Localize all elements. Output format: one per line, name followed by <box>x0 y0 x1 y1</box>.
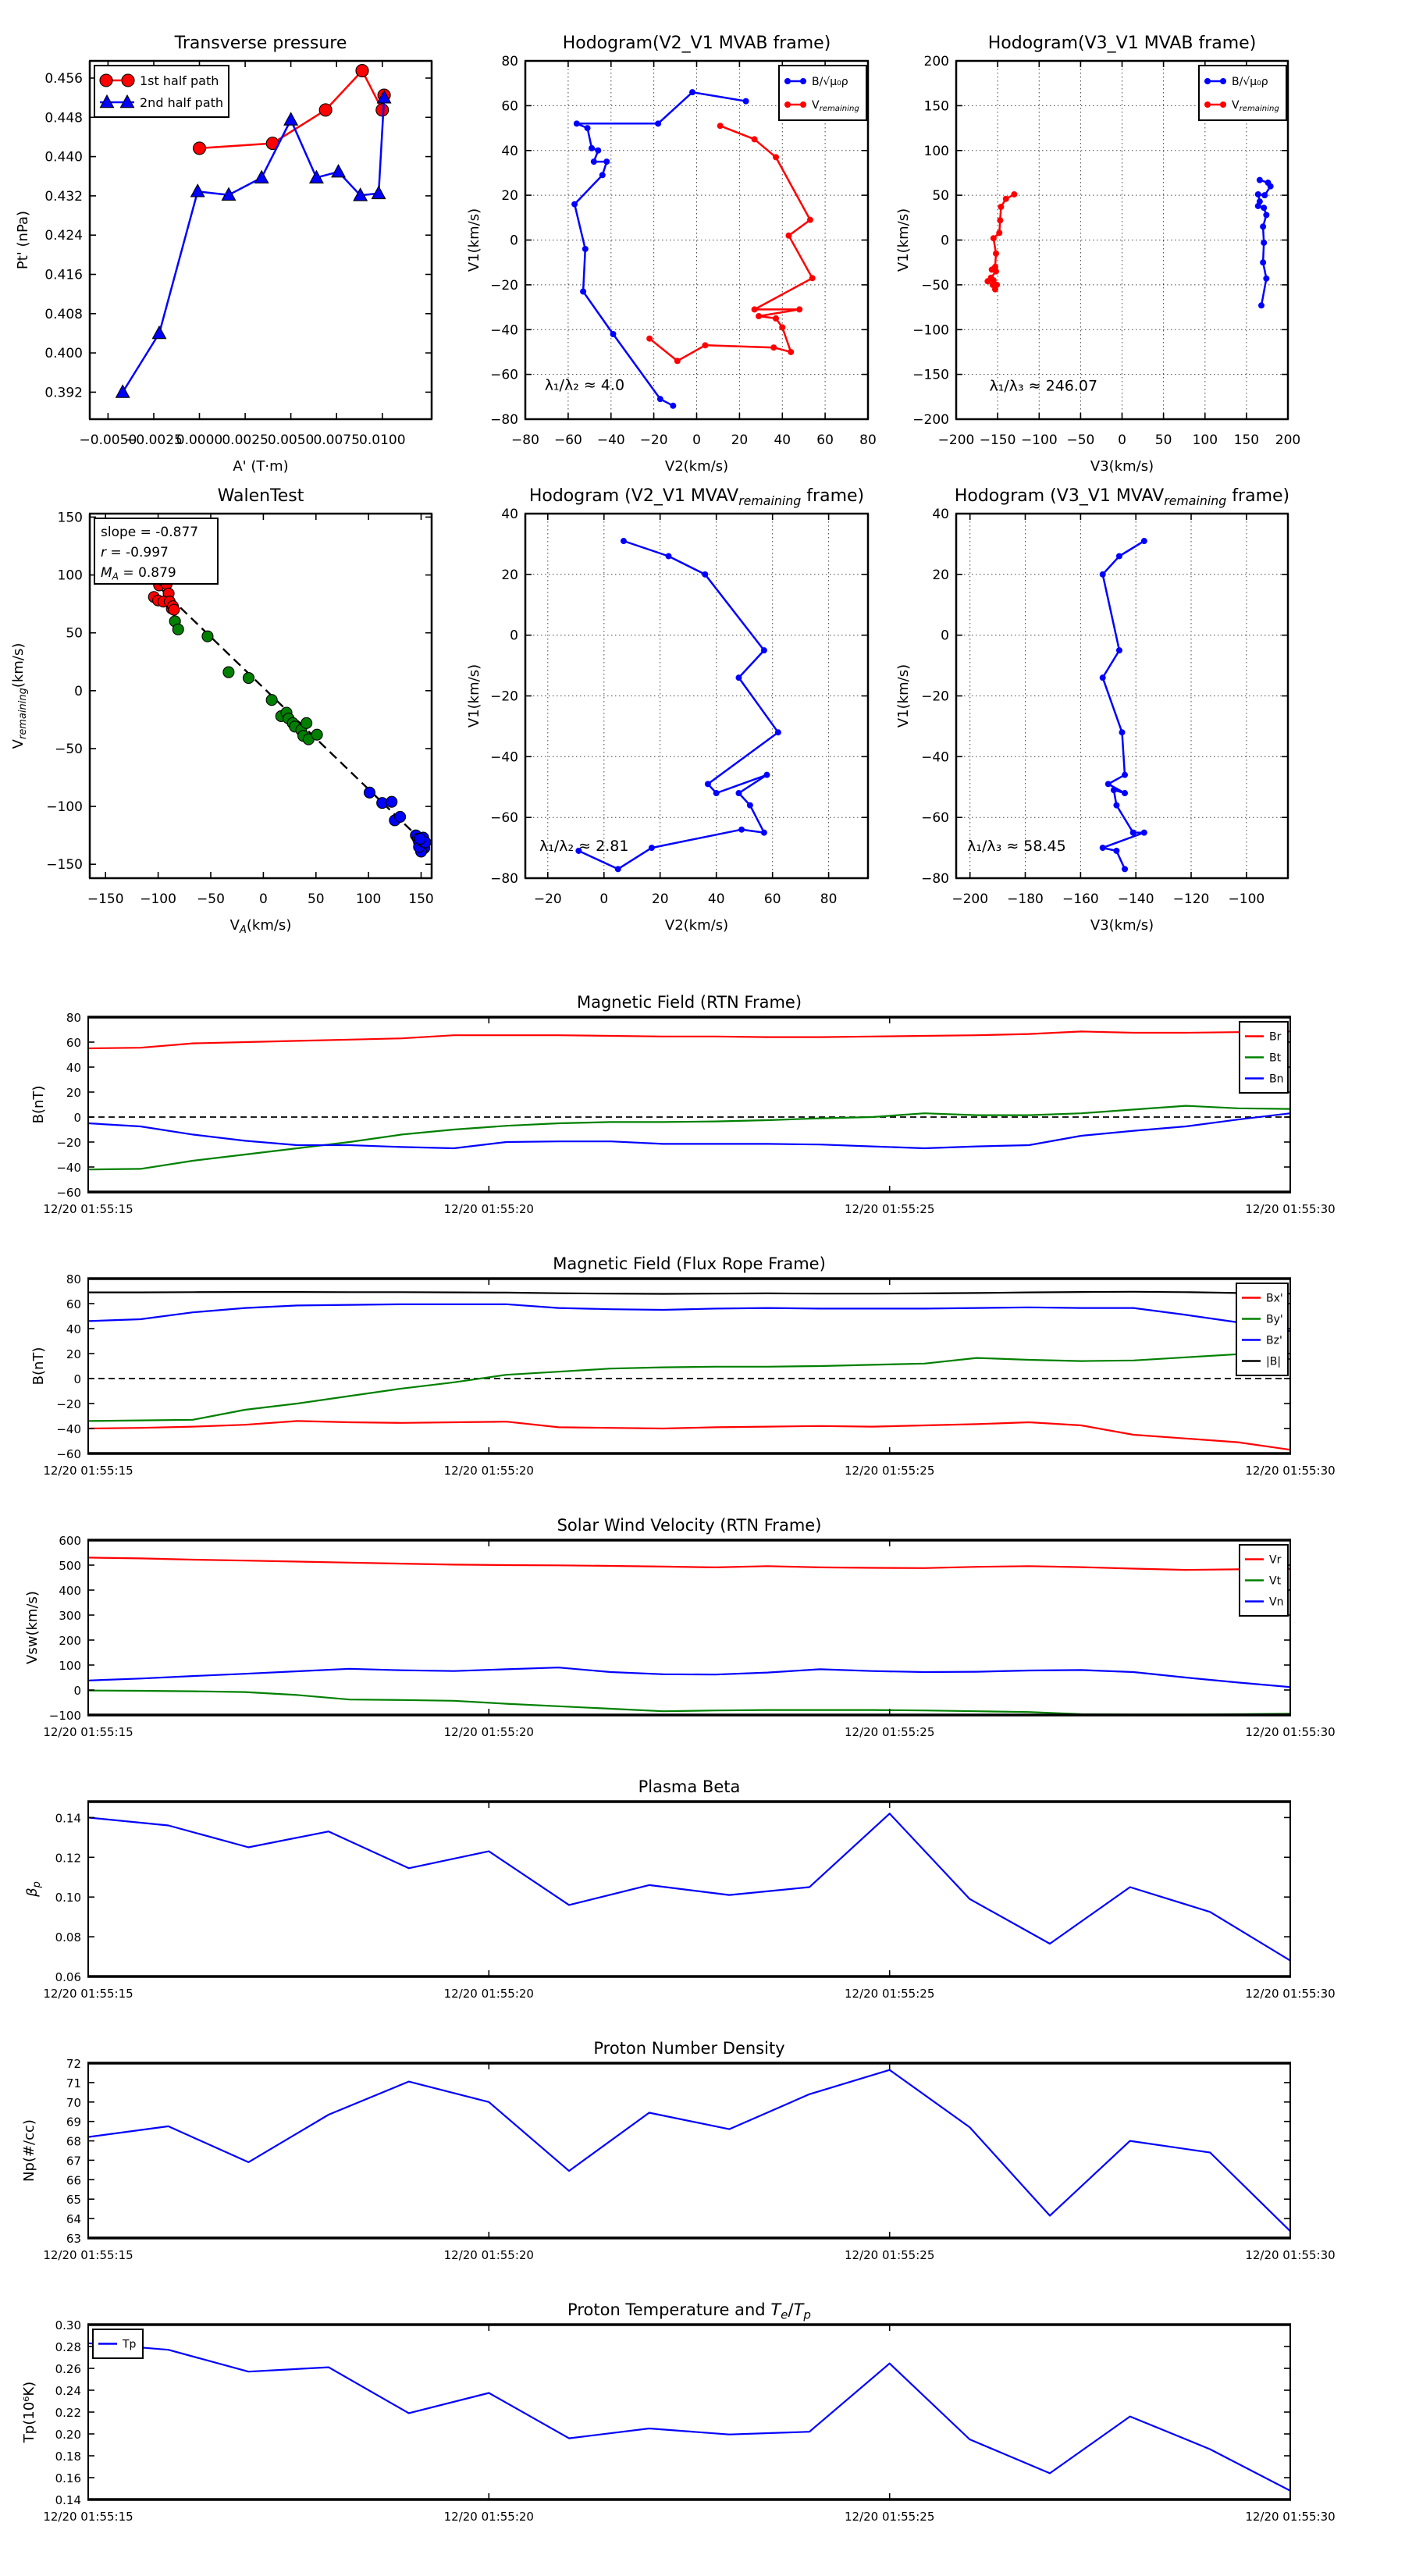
transverse-pressure-legend-label-1: 2nd half path <box>140 94 224 110</box>
hodogram-v3v1-mvav-title: Hodogram (V3_V1 $MVAV_{remaining}$ frame) <box>954 486 1290 508</box>
walen-test-xtick-label: 50 <box>307 891 325 907</box>
solar-wind-velocity-rtn-ytick-label: 500 <box>59 1559 81 1573</box>
magnetic-field-rtn-ytick-label: 60 <box>66 1036 81 1050</box>
proton-temperature-ytick-label: 0.26 <box>55 2362 81 2376</box>
magnetic-field-rtn-ylabel: B(nT) <box>30 1085 47 1124</box>
hodogram-v2v1-mvav-xtick-label: 40 <box>707 891 725 907</box>
solar-wind-velocity-rtn-legend-label-0: Vr <box>1269 1553 1282 1567</box>
proton-number-density-xtick-label: 12/20 01:55:15 <box>43 2248 133 2262</box>
hodogram-v2v1-mvab-xtick-label: −60 <box>553 432 582 448</box>
walen-test-xtick-label: 150 <box>408 891 434 907</box>
proton-temperature-ylabel: Tp(10⁶K) <box>21 2381 37 2443</box>
hodogram-v2v1-mvab-ytick-label: 80 <box>501 54 518 69</box>
proton-number-density-xtick-label: 12/20 01:55:20 <box>443 2248 534 2262</box>
proton-temperature-ytick-label: 0.16 <box>55 2471 81 2485</box>
proton-temperature-ytick-label: 0.22 <box>55 2406 81 2420</box>
hodogram-v2v1-mvab-annotation: λ₁/λ₂ ≈ 4.0 <box>544 376 625 394</box>
magnetic-field-rtn-spines <box>87 1017 1291 1192</box>
chart-magnetic-field-rtn <box>30 993 1336 1216</box>
proton-temperature-xtick-label: 12/20 01:55:20 <box>443 2510 534 2524</box>
hodogram-v2v1-mvab-xtick-label: −80 <box>511 432 539 448</box>
hodogram-v2v1-mvav-ytick-label: −40 <box>490 749 518 766</box>
hodogram-v2v1-mvab-xtick-label: 20 <box>731 432 749 448</box>
plasma-beta-ylabel: $\beta_p$ <box>24 1881 43 1897</box>
transverse-pressure-title: Transverse pressure <box>174 34 347 53</box>
walen-test-xtick-label: 0 <box>258 891 268 907</box>
plasma-beta-spines <box>87 1802 1291 1976</box>
proton-number-density-ytick-label: 64 <box>66 2212 81 2227</box>
hodogram-v3v1-mvab-xtick-label: 50 <box>1154 432 1172 448</box>
hodogram-v3v1-mvab-xtick-label: 150 <box>1233 432 1260 448</box>
walen-test-xtick-label: −50 <box>197 891 225 907</box>
plasma-beta-ytick-label: 0.08 <box>55 1930 81 1945</box>
hodogram-v3v1-mvav-spines <box>955 514 1289 878</box>
proton-temperature-title: Proton Temperature and $T_e/T_p$ <box>567 2300 811 2322</box>
proton-temperature-legend <box>93 2329 143 2358</box>
transverse-pressure-xtick-label: −0.0025 <box>125 432 183 448</box>
magnetic-field-rtn-xtick-label: 12/20 01:55:30 <box>1245 1202 1336 1216</box>
magnetic-field-flux-rope-ytick-label: −20 <box>56 1397 81 1411</box>
proton-temperature-legend-label-0: Tp <box>123 2338 137 2351</box>
magnetic-field-flux-rope-ytick-label: −60 <box>56 1447 81 1461</box>
transverse-pressure-ylabel: Pt' (nPa) <box>15 210 31 270</box>
hodogram-v2v1-mvab-series-B-over-sqrt-mu0-rho <box>574 92 746 406</box>
transverse-pressure-xtick-label: 0.0100 <box>359 432 406 448</box>
hodogram-v2v1-mvab-legend <box>779 66 866 120</box>
transverse-pressure-ytick-label: 0.456 <box>44 71 83 87</box>
walen-test-ytick-label: −100 <box>46 799 83 816</box>
magnetic-field-flux-rope-series-Bz-prime <box>88 1304 1290 1331</box>
hodogram-v3v1-mvab-ytick-label: −50 <box>921 277 949 294</box>
hodogram-v3v1-mvab-ytick-label: 100 <box>923 143 949 159</box>
magnetic-field-rtn-series-Br <box>88 1031 1290 1048</box>
transverse-pressure-ytick-label: 0.416 <box>44 267 83 283</box>
transverse-pressure-points-2nd-half-path <box>116 91 391 397</box>
magnetic-field-flux-rope-ytick-label: 60 <box>66 1297 81 1311</box>
hodogram-v3v1-mvab-ytick-label: 200 <box>923 54 949 69</box>
magnetic-field-flux-rope-legend <box>1236 1283 1288 1375</box>
magnetic-field-rtn-legend-label-2: Bn <box>1269 1073 1284 1086</box>
walen-test-stat-line-2: $M_A = 0.879$ <box>101 565 176 582</box>
magnetic-field-flux-rope-series-By-prime <box>88 1354 1290 1421</box>
transverse-pressure-series-2nd-half-path <box>123 98 384 392</box>
hodogram-v2v1-mvav-xlabel: V2(km/s) <box>664 917 729 934</box>
hodogram-v3v1-mvav-ytick-label: −60 <box>921 810 949 827</box>
proton-number-density-title: Proton Number Density <box>593 2039 785 2058</box>
walen-test-xtick-label: −150 <box>87 891 124 907</box>
chart-hodogram-v2v1-mvab <box>466 34 877 475</box>
magnetic-field-flux-rope-title: Magnetic Field (Flux Rope Frame) <box>553 1254 826 1273</box>
proton-number-density-ytick-label: 70 <box>66 2095 81 2110</box>
hodogram-v2v1-mvab-xtick-label: 80 <box>859 432 877 448</box>
magnetic-field-flux-rope-legend-label-0: Bx' <box>1266 1292 1283 1305</box>
hodogram-v2v1-mvab-ytick-label: −20 <box>490 277 518 294</box>
hodogram-v2v1-mvab-xtick-label: 40 <box>774 432 791 448</box>
hodogram-v3v1-mvav-ytick-label: 40 <box>932 507 949 522</box>
walen-test-ytick-label: −150 <box>46 857 83 873</box>
solar-wind-velocity-rtn-ytick-label: 400 <box>59 1584 81 1598</box>
hodogram-v3v1-mvav-points-V-remaining-path <box>1100 538 1147 872</box>
hodogram-v3v1-mvab-ytick-label: 0 <box>941 233 949 249</box>
magnetic-field-rtn-title: Magnetic Field (RTN Frame) <box>576 993 802 1012</box>
solar-wind-velocity-rtn-title: Solar Wind Velocity (RTN Frame) <box>557 1516 822 1535</box>
hodogram-v3v1-mvab-annotation: λ₁/λ₃ ≈ 246.07 <box>989 377 1098 395</box>
transverse-pressure-legend-label-0: 1st half path <box>140 73 219 88</box>
solar-wind-velocity-rtn-legend-label-2: Vn <box>1269 1596 1284 1609</box>
hodogram-v3v1-mvab-xlabel: V3(km/s) <box>1090 458 1154 475</box>
proton-temperature-ytick-label: 0.24 <box>55 2384 81 2398</box>
hodogram-v2v1-mvab-series-V-remaining <box>649 126 813 361</box>
proton-temperature-series-Tp <box>88 2343 1290 2491</box>
walen-test-xtick-label: −100 <box>140 891 176 907</box>
proton-number-density-xtick-label: 12/20 01:55:30 <box>1245 2248 1336 2262</box>
proton-number-density-ytick-label: 66 <box>66 2173 81 2188</box>
chart-hodogram-v2v1-mvav <box>466 486 869 934</box>
transverse-pressure-xtick-label: 0.0000 <box>176 432 223 448</box>
hodogram-v3v1-mvab-legend <box>1199 66 1286 120</box>
solar-wind-velocity-rtn-ytick-label: 600 <box>59 1534 81 1548</box>
hodogram-v2v1-mvav-points-V-remaining-path <box>575 538 781 872</box>
walen-test-ylabel: $V_{remaining}(km/s)$ <box>10 642 29 749</box>
hodogram-v3v1-mvav-xtick-label: −120 <box>1172 891 1210 907</box>
proton-temperature-ytick-label: 0.18 <box>55 2450 81 2464</box>
hodogram-v2v1-mvab-title: Hodogram(V2_V1 MVAB frame) <box>562 34 831 53</box>
magnetic-field-rtn-series-Bt <box>88 1106 1290 1170</box>
walen-test-stat-line-0: slope = -0.877 <box>101 525 199 540</box>
hodogram-v2v1-mvav-xtick-label: 80 <box>820 891 838 907</box>
proton-number-density-ytick-label: 68 <box>66 2134 81 2149</box>
magnetic-field-flux-rope-ytick-label: −40 <box>56 1422 81 1436</box>
transverse-pressure-xtick-label: 0.0050 <box>267 432 315 448</box>
hodogram-v3v1-mvav-xlabel: V3(km/s) <box>1090 917 1154 934</box>
magnetic-field-rtn-ytick-label: 0 <box>73 1111 81 1125</box>
solar-wind-velocity-rtn-legend <box>1240 1545 1288 1616</box>
solar-wind-velocity-rtn-xtick-label: 12/20 01:55:20 <box>443 1725 534 1739</box>
hodogram-v3v1-mvav-annotation: λ₁/λ₃ ≈ 58.45 <box>967 837 1066 855</box>
chart-transverse-pressure <box>15 34 432 475</box>
solar-wind-velocity-rtn-ytick-label: 0 <box>73 1684 81 1698</box>
magnetic-field-rtn-ytick-label: 20 <box>66 1086 81 1100</box>
plasma-beta-series-beta-p <box>88 1813 1290 1960</box>
hodogram-v2v1-mvab-xtick-label: 60 <box>816 432 834 448</box>
hodogram-v2v1-mvav-ytick-label: −20 <box>490 688 518 705</box>
magnetic-field-flux-rope-xtick-label: 12/20 01:55:15 <box>43 1464 133 1478</box>
solar-wind-velocity-rtn-ytick-label: 100 <box>59 1659 81 1673</box>
hodogram-v3v1-mvav-grid <box>956 514 1288 878</box>
hodogram-v2v1-mvav-xtick-label: 20 <box>651 891 669 907</box>
magnetic-field-rtn-ytick-label: −20 <box>56 1136 81 1150</box>
transverse-pressure-xtick-label: 0.0075 <box>313 432 360 448</box>
proton-number-density-ytick-label: 63 <box>66 2232 81 2246</box>
hodogram-v2v1-mvav-annotation: λ₁/λ₂ ≈ 2.81 <box>539 837 629 855</box>
hodogram-v2v1-mvab-xlabel: V2(km/s) <box>664 458 729 475</box>
magnetic-field-flux-rope-xtick-label: 12/20 01:55:30 <box>1245 1464 1336 1478</box>
chart-hodogram-v3v1-mvav <box>895 486 1289 934</box>
plasma-beta-title: Plasma Beta <box>638 1777 741 1796</box>
hodogram-v3v1-mvab-ytick-label: −150 <box>912 367 949 383</box>
hodogram-v3v1-mvab-ytick-label: 50 <box>932 188 949 205</box>
hodogram-v2v1-mvab-points-V-remaining <box>646 123 816 364</box>
magnetic-field-flux-rope-legend-label-3: |B| <box>1266 1355 1282 1368</box>
hodogram-v3v1-mvab-xtick-label: 0 <box>1118 432 1126 448</box>
walen-test-points-second-half <box>364 787 430 857</box>
hodogram-v2v1-mvab-ytick-label: 0 <box>510 233 518 249</box>
solar-wind-velocity-rtn-series-Vn <box>88 1667 1290 1687</box>
hodogram-v2v1-mvav-ylabel: V1(km/s) <box>466 664 482 728</box>
hodogram-v2v1-mvav-ytick-label: −60 <box>490 810 518 827</box>
plasma-beta-xtick-label: 12/20 01:55:15 <box>43 1987 133 2001</box>
solar-wind-velocity-rtn-ytick-label: 300 <box>59 1609 81 1623</box>
hodogram-v2v1-mvav-ytick-label: −80 <box>490 871 518 887</box>
solar-wind-velocity-rtn-xtick-label: 12/20 01:55:15 <box>43 1725 133 1739</box>
solar-wind-velocity-rtn-ylabel: Vsw(km/s) <box>24 1591 41 1664</box>
hodogram-v2v1-mvav-ytick-label: 0 <box>510 628 518 644</box>
hodogram-v2v1-mvav-series-V-remaining-path <box>578 541 778 869</box>
magnetic-field-rtn-xtick-label: 12/20 01:55:15 <box>43 1202 133 1216</box>
proton-number-density-ytick-label: 65 <box>66 2193 81 2208</box>
magnetic-field-flux-rope-ylabel: B(nT) <box>30 1347 47 1386</box>
magnetic-field-flux-rope-ytick-label: 0 <box>73 1372 81 1386</box>
hodogram-v3v1-mvav-xtick-label: −140 <box>1117 891 1154 907</box>
magnetic-field-flux-rope-ytick-label: 80 <box>66 1272 81 1286</box>
hodogram-v3v1-mvab-ytick-label: −100 <box>912 322 949 339</box>
hodogram-v3v1-mvab-xtick-label: 100 <box>1192 432 1218 448</box>
solar-wind-velocity-rtn-legend-label-1: Vt <box>1269 1574 1282 1588</box>
solar-wind-velocity-rtn-series-Vt <box>88 1691 1290 1715</box>
transverse-pressure-xtick-label: −0.0050 <box>79 432 137 448</box>
chart-hodogram-v3v1-mvab <box>895 34 1300 475</box>
chart-plasma-beta <box>24 1777 1336 2001</box>
magnetic-field-rtn-ytick-label: 80 <box>66 1011 81 1025</box>
walen-test-ytick-label: 150 <box>57 510 83 526</box>
hodogram-v3v1-mvav-ytick-label: 20 <box>932 567 949 583</box>
hodogram-v3v1-mvab-points-V-remaining <box>984 191 1017 293</box>
magnetic-field-rtn-ytick-label: −60 <box>56 1186 81 1200</box>
walen-test-ytick-label: 0 <box>74 683 83 699</box>
proton-temperature-xtick-label: 12/20 01:55:25 <box>845 2510 935 2524</box>
walen-test-ytick-label: −50 <box>55 742 83 757</box>
hodogram-v3v1-mvab-xtick-label: 200 <box>1275 432 1301 448</box>
walen-test-xlabel: $V_A(km/s)$ <box>229 917 292 936</box>
hodogram-v2v1-mvav-grid <box>525 514 868 878</box>
proton-number-density-ytick-label: 72 <box>66 2057 81 2071</box>
proton-temperature-ytick-label: 0.28 <box>55 2340 81 2354</box>
magnetic-field-flux-rope-ytick-label: 40 <box>66 1322 81 1336</box>
transverse-pressure-ticks <box>44 61 432 448</box>
plasma-beta-ytick-label: 0.14 <box>55 1811 81 1826</box>
walen-test-points-middle <box>169 616 322 745</box>
solar-wind-velocity-rtn-series-Vr <box>88 1557 1290 1570</box>
hodogram-v2v1-mvab-ytick-label: 40 <box>501 143 518 159</box>
hodogram-v3v1-mvav-xtick-label: −160 <box>1062 891 1099 907</box>
plasma-beta-ytick-label: 0.12 <box>55 1851 81 1866</box>
magnetic-field-flux-rope-legend-label-1: By' <box>1266 1313 1283 1326</box>
proton-number-density-ytick-label: 69 <box>66 2115 81 2129</box>
hodogram-v3v1-mvav-ylabel: V1(km/s) <box>895 664 912 728</box>
hodogram-v3v1-mvav-ytick-label: −40 <box>921 749 949 766</box>
proton-number-density-xtick-label: 12/20 01:55:25 <box>845 2248 935 2262</box>
magnetic-field-flux-rope-legend-label-2: Bz' <box>1266 1334 1282 1347</box>
walen-test-title: WalenTest <box>217 486 304 506</box>
plasma-beta-ticks <box>43 1802 1335 2001</box>
hodogram-v2v1-mvab-legend-label-0: B/√μ₀ρ <box>812 76 848 89</box>
hodogram-v3v1-mvab-xtick-label: −50 <box>1066 432 1095 448</box>
solar-wind-velocity-rtn-xtick-label: 12/20 01:55:25 <box>845 1725 935 1739</box>
walen-test-stat-line-1: r = -0.997 <box>101 545 169 560</box>
solar-wind-velocity-rtn-xtick-label: 12/20 01:55:30 <box>1245 1725 1336 1739</box>
hodogram-v2v1-mvab-ytick-label: −40 <box>490 322 518 339</box>
magnetic-field-rtn-series-Bn <box>88 1113 1290 1148</box>
magnetic-field-flux-rope-xtick-label: 12/20 01:55:25 <box>845 1464 935 1478</box>
hodogram-v3v1-mvab-ytick-label: −200 <box>912 412 949 428</box>
magnetic-field-flux-rope-ticks <box>43 1272 1335 1478</box>
hodogram-v2v1-mvab-ytick-label: 60 <box>501 98 518 115</box>
transverse-pressure-legend <box>94 66 229 117</box>
hodogram-v2v1-mvab-xtick-label: −40 <box>596 432 625 448</box>
magnetic-field-rtn-ytick-label: −40 <box>56 1161 81 1175</box>
hodogram-v2v1-mvab-xtick-label: 0 <box>692 432 701 448</box>
hodogram-v2v1-mvab-legend-label-1: $V_{remaining}$ <box>812 99 859 114</box>
hodogram-v2v1-mvav-ytick-label: 20 <box>501 567 518 583</box>
proton-number-density-ticks <box>43 2057 1335 2262</box>
transverse-pressure-ytick-label: 0.408 <box>44 306 83 322</box>
hodogram-v3v1-mvab-ytick-label: 150 <box>923 98 949 115</box>
walen-test-ytick-label: 100 <box>57 568 83 584</box>
hodogram-v2v1-mvab-ylabel: V1(km/s) <box>466 208 482 272</box>
magnetic-field-flux-rope-series-B-magnitude <box>88 1292 1290 1294</box>
hodogram-v2v1-mvav-xtick-label: 0 <box>599 891 609 907</box>
solar-wind-velocity-rtn-ytick-label: −100 <box>48 1709 81 1723</box>
transverse-pressure-ytick-label: 0.400 <box>44 346 83 362</box>
proton-temperature-ytick-label: 0.30 <box>55 2318 81 2332</box>
proton-number-density-ytick-label: 67 <box>66 2154 81 2169</box>
hodogram-v3v1-mvab-xtick-label: −150 <box>979 432 1016 448</box>
magnetic-field-rtn-ytick-label: 40 <box>66 1061 81 1075</box>
proton-number-density-ylabel: Np(#/cc) <box>21 2119 37 2182</box>
magnetic-field-rtn-legend-label-1: Bt <box>1269 1051 1282 1065</box>
walen-test-xtick-label: 100 <box>355 891 382 907</box>
magnetic-field-flux-rope-xtick-label: 12/20 01:55:20 <box>443 1464 534 1478</box>
transverse-pressure-xlabel: A' (T·m) <box>233 458 289 475</box>
hodogram-v2v1-mvab-points-B-over-sqrt-mu0-rho <box>571 89 749 409</box>
walen-test-ytick-label: 50 <box>66 625 83 642</box>
hodogram-v2v1-mvab-ytick-label: −80 <box>490 412 518 428</box>
hodogram-v3v1-mvab-xtick-label: −100 <box>1020 432 1058 448</box>
transverse-pressure-ytick-label: 0.440 <box>44 149 83 165</box>
hodogram-v2v1-mvav-title: Hodogram (V2_V1 $MVAV_{remaining}$ frame) <box>528 486 865 508</box>
proton-number-density-series-Np <box>88 2070 1290 2232</box>
magnetic-field-rtn-xtick-label: 12/20 01:55:20 <box>443 1202 534 1216</box>
chart-walen-test <box>10 486 434 936</box>
hodogram-v2v1-mvav-xtick-label: 60 <box>763 891 781 907</box>
hodogram-v3v1-mvav-xtick-label: −200 <box>951 891 989 907</box>
plasma-beta-xtick-label: 12/20 01:55:25 <box>845 1987 935 2001</box>
hodogram-v2v1-mvab-ytick-label: −60 <box>490 367 518 383</box>
plasma-beta-ytick-label: 0.10 <box>55 1891 81 1905</box>
hodogram-v3v1-mvab-legend-label-1: $V_{remaining}$ <box>1232 99 1279 114</box>
hodogram-v2v1-mvav-xtick-label: −20 <box>533 891 562 907</box>
chart-proton-number-density <box>21 2039 1336 2262</box>
hodogram-v3v1-mvab-legend-label-0: B/√μ₀ρ <box>1232 76 1268 89</box>
hodogram-v3v1-mvav-xtick-label: −180 <box>1007 891 1044 907</box>
hodogram-v2v1-mvab-xtick-label: −20 <box>639 432 668 448</box>
hodogram-v3v1-mvav-series-V-remaining-path <box>1103 541 1144 869</box>
hodogram-v3v1-mvav-ytick-label: −20 <box>921 688 949 705</box>
chart-proton-temperature <box>21 2300 1336 2524</box>
solar-wind-velocity-rtn-ticks <box>43 1534 1335 1739</box>
solar-wind-velocity-rtn-ytick-label: 200 <box>59 1634 81 1648</box>
hodogram-v2v1-mvab-ytick-label: 20 <box>501 188 518 205</box>
proton-temperature-xtick-label: 12/20 01:55:30 <box>1245 2510 1336 2524</box>
plasma-beta-ytick-label: 0.06 <box>55 1970 81 1984</box>
chart-solar-wind-velocity-rtn <box>24 1516 1336 1739</box>
hodogram-v3v1-mvav-ytick-label: −80 <box>921 871 949 887</box>
magnetic-field-rtn-legend <box>1240 1022 1288 1093</box>
hodogram-v3v1-mvab-title: Hodogram(V3_V1 MVAB frame) <box>987 34 1257 53</box>
proton-temperature-spines <box>87 2325 1291 2500</box>
transverse-pressure-ytick-label: 0.392 <box>44 385 83 401</box>
magnetic-field-rtn-xtick-label: 12/20 01:55:25 <box>845 1202 935 1216</box>
transverse-pressure-ytick-label: 0.432 <box>44 188 83 205</box>
plasma-beta-xtick-label: 12/20 01:55:30 <box>1245 1987 1336 2001</box>
proton-number-density-ytick-label: 71 <box>66 2076 81 2090</box>
magnetic-field-flux-rope-ytick-label: 20 <box>66 1347 81 1361</box>
magnetic-field-rtn-legend-label-0: Br <box>1269 1030 1282 1044</box>
hodogram-v3v1-mvab-ylabel: V1(km/s) <box>895 208 912 272</box>
hodogram-v2v1-mvav-ytick-label: 40 <box>501 507 518 522</box>
hodogram-v3v1-mvab-xtick-label: −200 <box>937 432 975 448</box>
hodogram-v3v1-mvav-xtick-label: −100 <box>1228 891 1265 907</box>
chart-magnetic-field-flux-rope <box>30 1254 1336 1478</box>
proton-temperature-ytick-label: 0.20 <box>55 2428 81 2442</box>
transverse-pressure-xtick-label: 0.0025 <box>222 432 269 448</box>
transverse-pressure-ytick-label: 0.424 <box>44 228 83 244</box>
transverse-pressure-ytick-label: 0.448 <box>44 110 83 126</box>
hodogram-v3v1-mvav-ytick-label: 0 <box>941 628 949 644</box>
walen-test-stats-box <box>94 518 218 584</box>
plasma-beta-xtick-label: 12/20 01:55:20 <box>443 1987 534 2001</box>
proton-temperature-xtick-label: 12/20 01:55:15 <box>43 2510 133 2524</box>
magnetic-field-flux-rope-series-Bx-prime <box>88 1421 1290 1450</box>
proton-temperature-ytick-label: 0.14 <box>55 2493 81 2507</box>
